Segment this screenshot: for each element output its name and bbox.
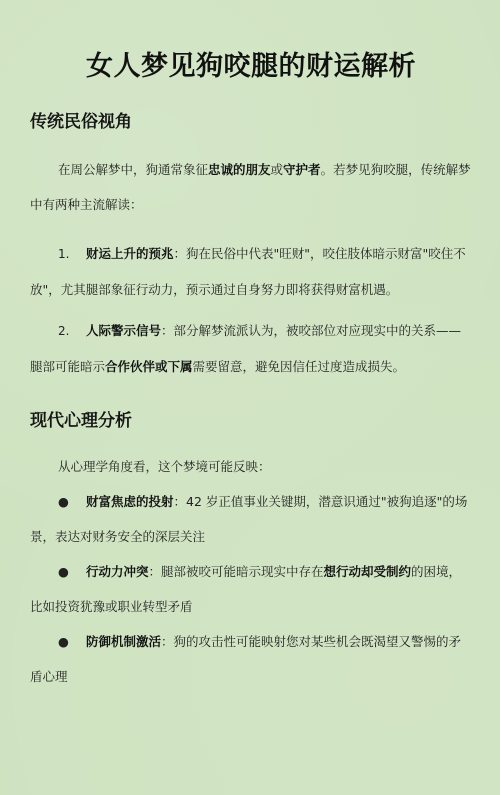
- item-label: 防御机制激活: [86, 634, 162, 649]
- item-text-post: 需要留意，避免因信任过度造成损失。: [192, 359, 406, 374]
- item-label: 财运上升的预兆: [86, 246, 174, 261]
- item-number: 1.: [58, 247, 70, 261]
- item-label: 行动力冲突: [86, 564, 149, 579]
- item-bold-constraint: 想行动却受制约: [323, 564, 412, 579]
- bullet-dot-icon: ●: [58, 494, 69, 509]
- page-title: 女人梦见狗咬腿的财运解析: [86, 51, 416, 82]
- item-text-post: 的困境，比如投资犹豫或职业转型矛盾: [30, 564, 462, 614]
- list-item: [30, 236, 472, 307]
- item-text: ：狗在民俗中代表"旺财"，咬住肢体暗示财富"咬住不放"，尤其腿部象征行动力，预示通过自身努力即将获得财富机遇。: [30, 246, 466, 297]
- section-heading-traditional: 传统民俗视角: [30, 112, 132, 132]
- item-bold-partner: 合作伙伴或下属: [105, 359, 193, 374]
- item-text: ：狗的攻击性可能映射您对某些机会既渴望又警惕的矛盾心理: [30, 634, 462, 684]
- section1-intro-paragraph: [30, 152, 472, 222]
- intro-text-pre: 在周公解梦中，狗通常象征: [58, 162, 209, 177]
- bullet-dot-icon: ●: [58, 564, 69, 579]
- item-text-pre: ：腿部被咬可能暗示现实中存在: [148, 564, 324, 579]
- intro-bold-friend: 忠诚的朋友: [208, 162, 271, 177]
- intro-text-mid: 或: [270, 162, 284, 177]
- section-heading-psychology: 现代心理分析: [30, 411, 132, 431]
- list-item: [30, 484, 472, 554]
- intro-bold-guardian: 守护者: [283, 162, 321, 177]
- list-item: [30, 313, 472, 384]
- bullet-dot-icon: ●: [58, 634, 69, 649]
- list-item: [30, 624, 472, 694]
- item-text-pre: ：部分解梦流派认为，被咬部位对应现实中的关系——腿部可能暗示: [30, 323, 462, 374]
- intro-text-post: 。若梦见狗咬腿，传统解梦中有两种主流解读：: [30, 162, 471, 212]
- item-label: 人际警示信号: [86, 323, 162, 338]
- item-number: 2.: [58, 324, 70, 338]
- item-label: 财富焦虑的投射: [86, 494, 174, 509]
- list-item: [30, 554, 472, 624]
- item-text: ：42 岁正值事业关键期，潜意识通过"被狗追逐"的场景，表达对财务安全的深层关注: [30, 494, 468, 544]
- section2-intro-paragraph: 从心理学角度看，这个梦境可能反映：: [58, 459, 271, 474]
